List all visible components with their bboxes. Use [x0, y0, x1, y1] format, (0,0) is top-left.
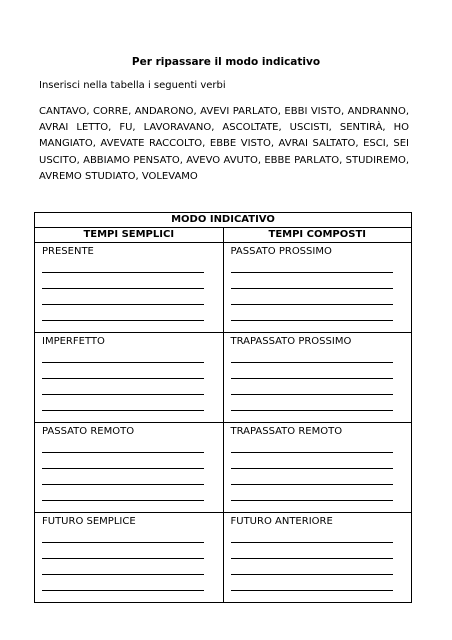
tense-label: PRESENTE [42, 246, 94, 257]
tense-cell [35, 513, 224, 603]
answer-line[interactable] [42, 469, 204, 485]
tense-label: FUTURO ANTERIORE [230, 516, 333, 527]
tense-label: TRAPASSATO REMOTO [230, 426, 343, 437]
answer-line[interactable] [231, 469, 393, 485]
tense-label: PASSATO REMOTO [42, 426, 135, 437]
answer-line[interactable] [231, 527, 393, 543]
tense-label: IMPERFETTO [42, 336, 105, 347]
answer-line[interactable] [42, 273, 204, 289]
tense-label: FUTURO SEMPLICE [42, 516, 136, 527]
answer-line[interactable] [231, 559, 393, 575]
answer-line[interactable] [42, 395, 204, 411]
answer-line[interactable] [42, 363, 204, 379]
instruction-text: Inserisci nella tabella i seguenti verbi [39, 80, 226, 91]
answer-line[interactable] [42, 485, 204, 501]
answer-line[interactable] [231, 379, 393, 395]
tense-cell [35, 333, 224, 423]
verb-list: CANTAVO, CORRE, ANDARONO, AVEVI PARLATO, EBBI VISTO, ANDRANNO, AVRAI LETTO, FU, LAVORAVANO, ASCOLTATE, USCISTI, SENTIRÀ, HO MANGIATO, AVEVATE RACCOLTO, EBBE VISTO, AVRAI SALTATO, ESCI, SEI USCITO, ABBIAMO PENSATO, AVEVO AVUTO, EBBE PARLATO, STUDIREMO, AVREMO STUDIATO, VOLEVAMO [39, 106, 409, 182]
table-header: MODO INDICATIVO [35, 213, 412, 228]
tense-cell [35, 243, 224, 333]
column-header-simple: TEMPI SEMPLICI [35, 228, 224, 243]
answer-line[interactable] [42, 543, 204, 559]
indicative-table [34, 212, 412, 603]
answer-line[interactable] [42, 379, 204, 395]
answer-line[interactable] [42, 453, 204, 469]
answer-line[interactable] [231, 363, 393, 379]
answer-line[interactable] [231, 395, 393, 411]
tense-label: TRAPASSATO PROSSIMO [230, 336, 352, 347]
answer-line[interactable] [42, 347, 204, 363]
answer-line[interactable] [231, 273, 393, 289]
tense-cell [223, 243, 412, 333]
tense-cell [223, 513, 412, 603]
answer-line[interactable] [231, 437, 393, 453]
tense-cell [223, 333, 412, 423]
answer-line[interactable] [231, 453, 393, 469]
answer-line[interactable] [231, 485, 393, 501]
answer-line[interactable] [42, 527, 204, 543]
column-header-compound: TEMPI COMPOSTI [223, 228, 412, 243]
answer-line[interactable] [42, 289, 204, 305]
tense-cell [35, 423, 224, 513]
answer-line[interactable] [231, 257, 393, 273]
answer-line[interactable] [42, 437, 204, 453]
tense-label: PASSATO PROSSIMO [230, 246, 332, 257]
answer-line[interactable] [42, 257, 204, 273]
answer-line[interactable] [42, 305, 204, 321]
answer-line[interactable] [231, 347, 393, 363]
answer-line[interactable] [231, 305, 393, 321]
answer-line[interactable] [42, 575, 204, 591]
answer-line[interactable] [42, 559, 204, 575]
answer-line[interactable] [231, 289, 393, 305]
answer-line[interactable] [231, 543, 393, 559]
page-title: Per ripassare il modo indicativo [131, 56, 321, 68]
tense-cell [223, 423, 412, 513]
answer-line[interactable] [231, 575, 393, 591]
